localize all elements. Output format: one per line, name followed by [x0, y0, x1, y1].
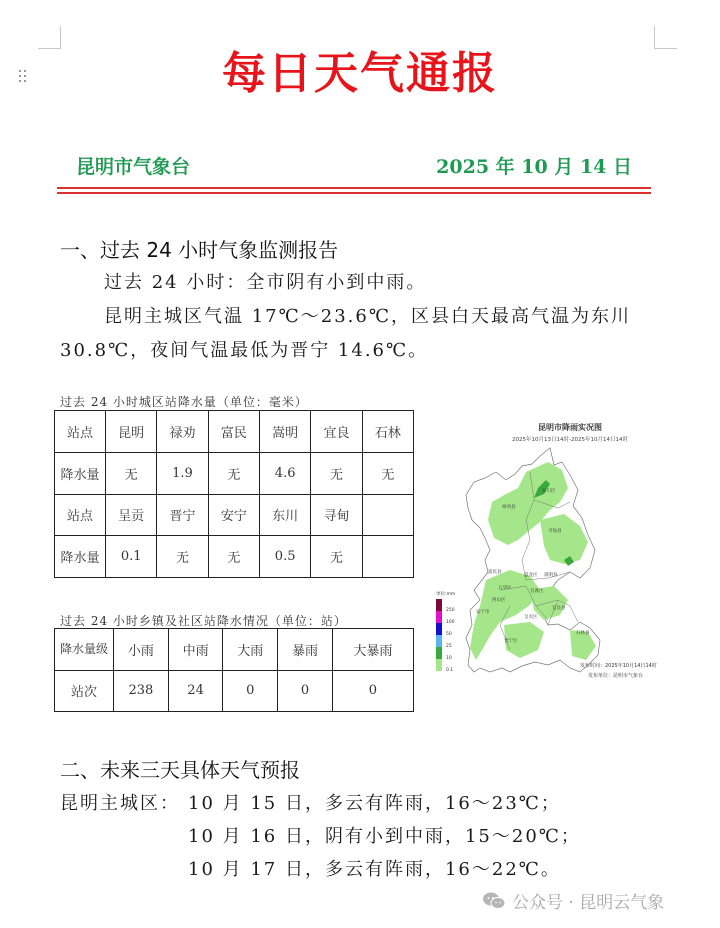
wechat-account-name: 公众号 · 昆明云气象 [512, 893, 665, 913]
table-cell [362, 494, 413, 536]
table-cell: 大雨 [223, 629, 278, 671]
table-cell: 暴雨 [278, 629, 333, 671]
city-rainfall-table [54, 410, 414, 578]
table-cell: 无 [208, 536, 259, 578]
legend-label: 0.1 [446, 668, 454, 673]
table1-caption: 过去 24 小时城区站降水量（单位：毫米） [60, 395, 308, 409]
map-label: 石林县 [576, 631, 590, 636]
map-subtitle: 2025年10月13日14时-2025年10月14日14时 [512, 437, 628, 443]
forecast-day: 10 月 16 日，阴有小到中雨，15～20℃； [188, 826, 581, 847]
table-cell: 安宁 [208, 494, 259, 536]
temperature-summary: 昆明主城区气温 17℃～23.6℃，区县白天最高气温为东川 [104, 306, 631, 327]
section-heading-forecast: 二、未来三天具体天气预报 [60, 758, 300, 782]
table2-caption: 过去 24 小时乡镇及社区站降水情况（单位：站） [60, 614, 347, 628]
legend-label: 250 [446, 608, 455, 613]
map-issue-time: 发布时间：2025年10月14日14时 [580, 663, 657, 669]
table-row [55, 670, 414, 712]
forecast-day: 10 月 15 日，多云有阵雨，16～23℃； [188, 793, 561, 814]
map-label: 呈贡区 [524, 615, 538, 620]
legend-swatch [436, 647, 442, 659]
table-cell: 降水量 [55, 536, 106, 578]
observation-summary: 过去 24 小时：全市阴有小到中雨。 [104, 272, 427, 293]
table-cell: 1.9 [157, 452, 208, 494]
table-cell: 无 [311, 452, 362, 494]
legend-swatch [436, 611, 442, 623]
table-cell: 富民 [208, 411, 259, 453]
table-cell: 降水量 [55, 452, 106, 494]
table-cell: 0 [278, 670, 333, 712]
report-date: 2025 年 10 月 14 日 [436, 156, 632, 178]
legend-label: 10 [446, 656, 452, 661]
table-cell: 寻甸 [311, 494, 362, 536]
map-label: 晋宁区 [504, 639, 518, 644]
table-cell: 中雨 [168, 629, 223, 671]
map-label: 五华区 [498, 586, 512, 591]
table-cell: 无 [208, 452, 259, 494]
legend-unit: 单位:mm [436, 592, 456, 597]
legend-swatch [436, 599, 442, 611]
legend-swatch [436, 623, 442, 635]
table-cell: 0.5 [259, 536, 310, 578]
map-label: 东川区 [542, 489, 556, 494]
rainfall-map [430, 410, 680, 690]
table-cell: 4.6 [259, 452, 310, 494]
table-cell: 昆明 [106, 411, 157, 453]
table-cell: 无 [157, 536, 208, 578]
table-cell: 站点 [55, 494, 106, 536]
header-divider [57, 187, 651, 189]
table-cell: 嵩明 [259, 411, 310, 453]
map-label: 富民县 [488, 570, 502, 575]
map-label: 西山区 [492, 598, 506, 603]
legend-label: 50 [446, 632, 452, 637]
table-cell: 0 [332, 670, 413, 712]
table-row [55, 536, 414, 578]
table-cell: 无 [311, 536, 362, 578]
table-cell: 站次 [55, 670, 114, 712]
wechat-watermark [482, 888, 664, 913]
table-cell: 呈贡 [106, 494, 157, 536]
forecast-day: 10 月 17 日，多云有阵雨，16～22℃。 [188, 859, 561, 880]
table-cell: 0 [223, 670, 278, 712]
header-divider [57, 192, 651, 194]
map-legend [436, 599, 455, 673]
table-cell: 降水量级 [55, 629, 114, 671]
map-label: 禄劝县 [502, 505, 516, 510]
forecast-area: 昆明主城区： [60, 793, 180, 814]
temperature-summary-cont: 30.8℃，夜间气温最低为晋宁 14.6℃。 [60, 340, 429, 361]
wechat-icon [482, 891, 506, 911]
table-row [55, 494, 414, 536]
legend-label: 25 [446, 644, 452, 649]
table-cell: 东川 [259, 494, 310, 536]
table-cell: 晋宁 [157, 494, 208, 536]
table-cell: 大暴雨 [332, 629, 413, 671]
map-label: 宜良县 [552, 606, 566, 611]
table-cell: 无 [362, 452, 413, 494]
map-label: 安宁市 [476, 610, 490, 615]
map-issuer: 发布单位：昆明市气象台 [588, 673, 644, 679]
table-cell: 24 [168, 670, 223, 712]
map-label: 寻甸县 [548, 529, 562, 534]
legend-swatch [436, 635, 442, 647]
section-heading-observation: 一、过去 24 小时气象监测报告 [60, 238, 339, 262]
table-cell: 宜良 [311, 411, 362, 453]
table-cell: 站点 [55, 411, 106, 453]
issuing-organization: 昆明市气象台 [76, 156, 191, 178]
map-label: 嵩明县 [544, 573, 558, 578]
table-cell: 无 [106, 452, 157, 494]
table-cell: 石林 [362, 411, 413, 453]
map-label: 官渡区 [530, 589, 544, 594]
table-cell: 238 [114, 670, 169, 712]
legend-swatch [436, 659, 442, 671]
legend-label: 100 [446, 620, 455, 625]
table-row [55, 411, 414, 453]
report-title: 每日天气通报 [222, 48, 498, 99]
table-header-row [55, 629, 414, 671]
table-cell [362, 536, 413, 578]
table-cell: 0.1 [106, 536, 157, 578]
table-cell: 禄劝 [157, 411, 208, 453]
township-rainfall-table [54, 628, 414, 712]
map-title: 昆明市降雨实况图 [538, 423, 602, 432]
map-label: 盘龙区 [524, 573, 538, 578]
table-cell: 小雨 [114, 629, 169, 671]
table-row [55, 452, 414, 494]
